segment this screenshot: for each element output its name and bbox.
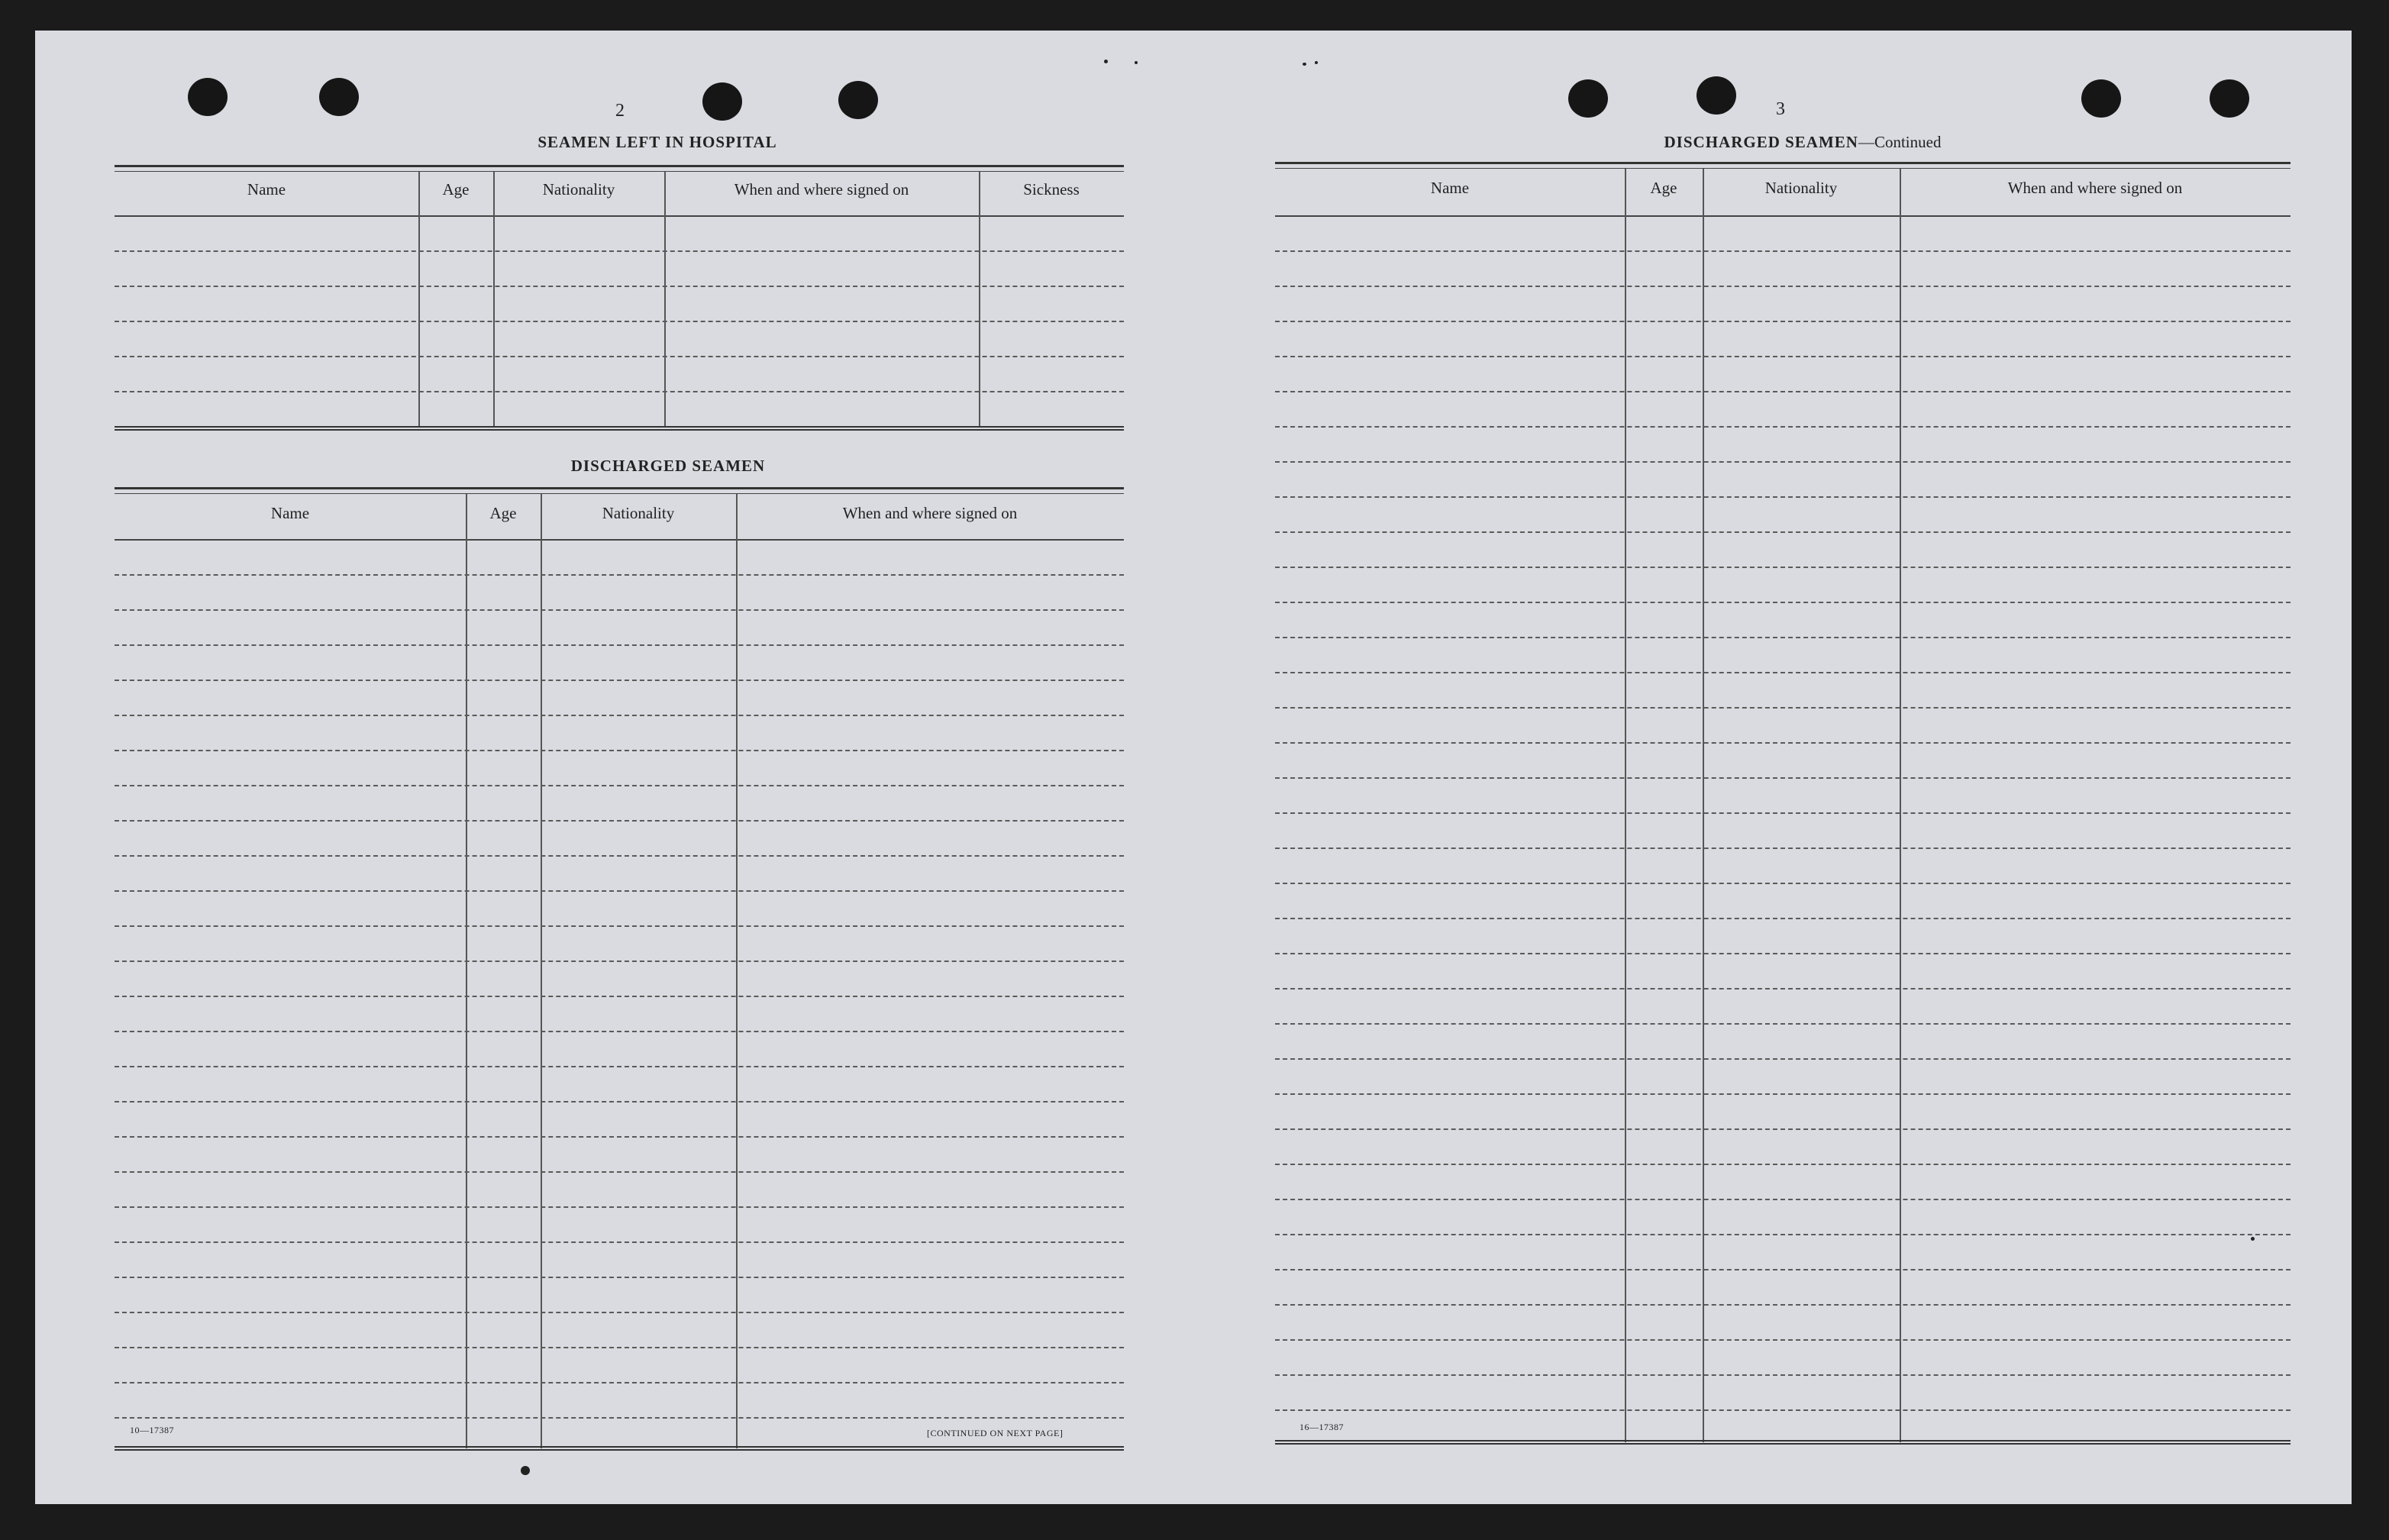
ledger-row-line bbox=[1275, 883, 2291, 884]
ledger-row-line bbox=[115, 1101, 1124, 1103]
ledger-row-line bbox=[1275, 988, 2291, 990]
ledger-row-line bbox=[115, 925, 1124, 927]
ledger-row-line bbox=[1275, 672, 2291, 673]
ledger-top-rule bbox=[1275, 162, 2291, 169]
column-header-age: Age bbox=[489, 504, 517, 522]
column-header-signed-on: When and where signed on bbox=[842, 504, 1018, 522]
ink-speck bbox=[1135, 61, 1138, 64]
section-title-text: DISCHARGED SEAMEN bbox=[1664, 133, 1858, 151]
punch-hole bbox=[319, 78, 359, 116]
ledger-row-line bbox=[115, 356, 1124, 357]
ledger-row-line bbox=[115, 1277, 1124, 1278]
column-divider bbox=[1625, 169, 1626, 1442]
punch-hole bbox=[188, 78, 228, 116]
column-header-sickness: Sickness bbox=[1023, 180, 1080, 199]
ledger-row-line bbox=[1275, 286, 2291, 287]
ledger-row-line bbox=[115, 1066, 1124, 1067]
discharged-continued-ledger bbox=[1275, 162, 2291, 1445]
ledger-row-line bbox=[1275, 1304, 2291, 1306]
ledger-row-line bbox=[1275, 637, 2291, 638]
ledger-header-rule bbox=[1275, 215, 2291, 217]
section-title bbox=[1501, 133, 2104, 152]
ledger-row-line bbox=[1275, 426, 2291, 428]
column-header-name: Name bbox=[247, 180, 286, 199]
ledger-row-line bbox=[1275, 1374, 2291, 1376]
ledger-row-line bbox=[115, 820, 1124, 822]
column-header-signed-on: When and where signed on bbox=[2007, 179, 2183, 197]
ledger-row-line bbox=[115, 391, 1124, 392]
ledger-row-line bbox=[115, 750, 1124, 751]
ledger-row-line bbox=[1275, 1234, 2291, 1235]
ledger-row-line bbox=[1275, 953, 2291, 954]
hospital-ledger bbox=[115, 165, 1124, 434]
document-sheet bbox=[35, 31, 2352, 1504]
column-header-nationality: Nationality bbox=[602, 504, 675, 522]
ledger-row-line bbox=[115, 1031, 1124, 1032]
ledger-row-line bbox=[1275, 707, 2291, 709]
ledger-row-line bbox=[115, 574, 1124, 576]
section-title: SEAMEN LEFT IN HOSPITAL bbox=[538, 133, 777, 151]
ledger-row-line bbox=[1275, 1269, 2291, 1270]
ledger-row-line bbox=[115, 644, 1124, 646]
ink-speck bbox=[1315, 61, 1318, 64]
ink-speck bbox=[1303, 63, 1306, 66]
punch-hole bbox=[2081, 79, 2121, 118]
column-divider bbox=[736, 494, 738, 1448]
ledger-row-line bbox=[1275, 1339, 2291, 1341]
ledger-row-line bbox=[1275, 391, 2291, 392]
ledger-row-line bbox=[1275, 1409, 2291, 1411]
ledger-row-line bbox=[115, 1241, 1124, 1243]
ledger-bottom-rule bbox=[1275, 1440, 2291, 1445]
ledger-row-line bbox=[1275, 847, 2291, 849]
column-header-nationality: Nationality bbox=[1764, 179, 1838, 197]
column-header-signed-on: When and where signed on bbox=[734, 180, 909, 199]
ledger-row-line bbox=[1275, 250, 2291, 252]
column-divider bbox=[493, 172, 495, 427]
column-divider bbox=[979, 172, 980, 427]
ledger-row-line bbox=[115, 250, 1124, 252]
ledger-row-line bbox=[1275, 1199, 2291, 1200]
column-header-name: Name bbox=[270, 504, 310, 522]
ink-speck bbox=[1104, 60, 1108, 63]
ledger-row-line bbox=[1275, 1023, 2291, 1025]
ledger-row-line bbox=[115, 1417, 1124, 1419]
discharged-ledger bbox=[115, 487, 1124, 1451]
ledger-row-line bbox=[115, 785, 1124, 786]
ledger-row-line bbox=[1275, 602, 2291, 603]
ledger-row-line bbox=[115, 609, 1124, 611]
ledger-row-line bbox=[115, 855, 1124, 857]
form-number: 16—17387 bbox=[1299, 1422, 1344, 1432]
ledger-row-line bbox=[1275, 777, 2291, 779]
ledger-row-line bbox=[1275, 1128, 2291, 1130]
column-header-age: Age bbox=[1650, 179, 1677, 197]
column-divider bbox=[541, 494, 542, 1448]
ledger-row-line bbox=[1275, 918, 2291, 919]
ledger-row-line bbox=[1275, 1164, 2291, 1165]
ledger-row-line bbox=[1275, 321, 2291, 322]
page-number: 2 bbox=[615, 101, 625, 121]
ledger-row-line bbox=[1275, 461, 2291, 463]
ledger-header-rule bbox=[115, 215, 1124, 217]
ledger-row-line bbox=[1275, 356, 2291, 357]
column-divider bbox=[1703, 169, 1704, 1442]
punch-hole bbox=[1568, 79, 1608, 118]
column-divider bbox=[418, 172, 420, 427]
ledger-bottom-rule bbox=[115, 426, 1124, 431]
ledger-row-line bbox=[115, 996, 1124, 997]
punch-hole bbox=[838, 81, 878, 119]
ledger-row-line bbox=[115, 1136, 1124, 1138]
column-divider bbox=[1900, 169, 1901, 1442]
ledger-header-rule bbox=[115, 539, 1124, 541]
punch-hole bbox=[702, 82, 742, 121]
continued-note: [CONTINUED ON NEXT PAGE] bbox=[927, 1428, 1064, 1438]
form-number: 10—17387 bbox=[130, 1425, 174, 1435]
ledger-top-rule bbox=[115, 487, 1124, 494]
column-header-nationality: Nationality bbox=[542, 180, 615, 199]
page-number: 3 bbox=[1776, 99, 1785, 119]
column-header-name: Name bbox=[1430, 179, 1470, 197]
ledger-row-line bbox=[115, 1206, 1124, 1208]
section-title-suffix: —Continued bbox=[1858, 133, 1942, 151]
ledger-row-line bbox=[115, 286, 1124, 287]
column-header-age: Age bbox=[442, 180, 470, 199]
ledger-row-line bbox=[115, 960, 1124, 962]
ledger-row-line bbox=[1275, 742, 2291, 744]
ledger-row-line bbox=[1275, 567, 2291, 568]
ledger-row-line bbox=[1275, 531, 2291, 533]
ledger-top-rule bbox=[115, 165, 1124, 172]
ledger-row-line bbox=[1275, 496, 2291, 498]
punch-hole bbox=[2210, 79, 2249, 118]
ink-speck bbox=[521, 1466, 530, 1475]
column-divider bbox=[664, 172, 666, 427]
ledger-row-line bbox=[115, 1171, 1124, 1173]
ledger-row-line bbox=[115, 1382, 1124, 1383]
ledger-row-line bbox=[115, 680, 1124, 681]
ledger-row-line bbox=[1275, 1058, 2291, 1060]
ledger-row-line bbox=[115, 1312, 1124, 1313]
punch-hole bbox=[1697, 76, 1736, 115]
ledger-row-line bbox=[115, 890, 1124, 892]
ledger-row-line bbox=[1275, 1093, 2291, 1095]
ledger-row-line bbox=[115, 321, 1124, 322]
ledger-bottom-rule bbox=[115, 1446, 1124, 1451]
ledger-row-line bbox=[1275, 812, 2291, 814]
column-divider bbox=[466, 494, 467, 1448]
ledger-row-line bbox=[115, 715, 1124, 716]
ledger-row-line bbox=[115, 1347, 1124, 1348]
section-title: DISCHARGED SEAMEN bbox=[570, 457, 766, 475]
